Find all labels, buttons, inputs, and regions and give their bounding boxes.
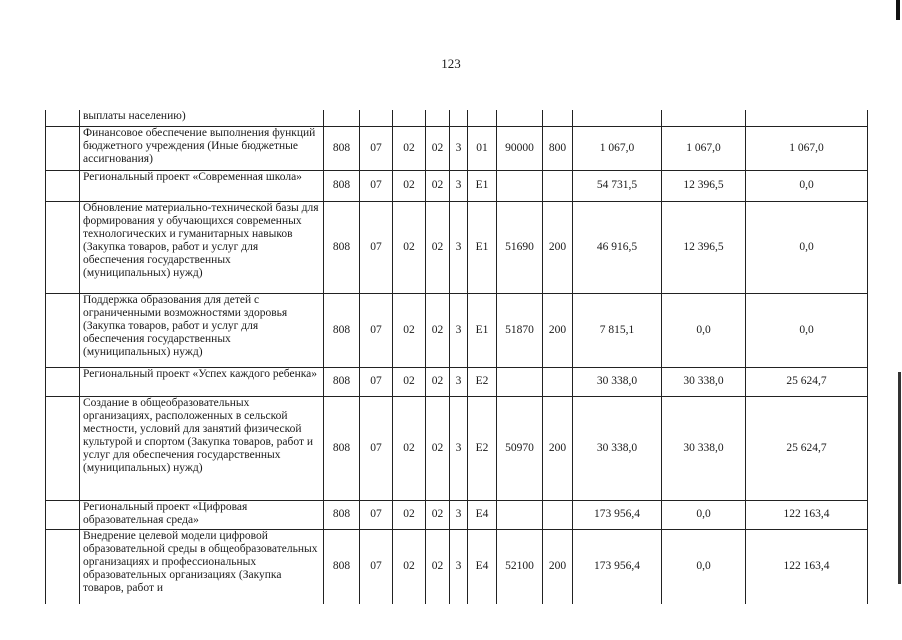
row-name-cell: Региональный проект «Цифровая образовательная среда» [80,500,324,529]
scan-edge-mark [896,0,900,20]
admin-code-cell: 808 [324,293,360,367]
admin-code-cell: 808 [324,529,360,604]
expense-type-cell: 200 [543,201,573,293]
admin-code-cell: 808 [324,367,360,396]
row-number-cell [46,367,80,396]
amount-year2-cell: 0,0 [662,529,746,604]
expense-item-cell [497,367,543,396]
subprogram-cell: 3 [450,500,468,529]
row-name-cell: Поддержка образования для детей с ограниченными возможностями здоровья (Закупка товаров, работ и услуг для обеспечения государственных (муниципальных) нужд) [80,293,324,367]
row-name-cell: Региональный проект «Современная школа» [80,170,324,201]
admin-code-cell: 808 [324,126,360,170]
subsection-cell: 02 [393,293,426,367]
direction-cell: E1 [468,293,497,367]
amount-year2-cell: 12 396,5 [662,170,746,201]
row-name-cell: Финансовое обеспечение выполнения функций бюджетного учреждения (Иные бюджетные ассигнования) [80,126,324,170]
expense-type-cell: 800 [543,126,573,170]
expense-type-cell [543,170,573,201]
subprogram-cell: 3 [450,396,468,500]
amount-year1-cell: 30 338,0 [573,396,662,500]
section-cell: 07 [360,126,393,170]
program-cell: 02 [426,529,450,604]
program-cell [426,110,450,126]
amount-year1-cell: 1 067,0 [573,126,662,170]
subsection-cell [393,110,426,126]
program-cell: 02 [426,126,450,170]
program-cell: 02 [426,396,450,500]
subprogram-cell: 3 [450,126,468,170]
direction-cell [468,110,497,126]
amount-year2-cell: 0,0 [662,500,746,529]
expense-type-cell [543,367,573,396]
subprogram-cell: 3 [450,201,468,293]
expense-item-cell [497,170,543,201]
expense-item-cell [497,500,543,529]
row-name-cell: Внедрение целевой модели цифровой образовательной среды в общеобразовательных организациях и профессиональных образовательных организациях (Закупка товаров, работ и [80,529,324,604]
amount-year1-cell: 173 956,4 [573,529,662,604]
expense-item-cell: 51690 [497,201,543,293]
direction-cell: 01 [468,126,497,170]
expense-item-cell: 51870 [497,293,543,367]
subsection-cell: 02 [393,396,426,500]
row-number-cell [46,126,80,170]
table-row [46,201,868,293]
amount-year3-cell: 122 163,4 [746,500,868,529]
section-cell: 07 [360,367,393,396]
amount-year2-cell: 0,0 [662,293,746,367]
row-name-cell: Региональный проект «Успех каждого ребенка» [80,367,324,396]
subprogram-cell: 3 [450,367,468,396]
table-row [46,367,868,396]
admin-code-cell: 808 [324,201,360,293]
direction-cell: E2 [468,367,497,396]
expense-type-cell: 200 [543,293,573,367]
program-cell: 02 [426,500,450,529]
section-cell: 07 [360,201,393,293]
admin-code-cell: 808 [324,170,360,201]
amount-year1-cell: 46 916,5 [573,201,662,293]
admin-code-cell: 808 [324,500,360,529]
expense-type-cell [543,110,573,126]
row-name-cell: выплаты населению) [80,110,324,126]
subprogram-cell: 3 [450,529,468,604]
expense-type-cell [543,500,573,529]
expense-item-cell: 52100 [497,529,543,604]
subprogram-cell: 3 [450,170,468,201]
program-cell: 02 [426,170,450,201]
section-cell: 07 [360,529,393,604]
expense-item-cell: 90000 [497,126,543,170]
amount-year3-cell: 25 624,7 [746,367,868,396]
table-row [46,500,868,529]
subsection-cell: 02 [393,367,426,396]
subprogram-cell [450,110,468,126]
amount-year1-cell: 7 815,1 [573,293,662,367]
amount-year1-cell: 30 338,0 [573,367,662,396]
section-cell: 07 [360,396,393,500]
row-number-cell [46,293,80,367]
scan-edge-mark-right [898,372,901,584]
amount-year3-cell: 1 067,0 [746,126,868,170]
direction-cell: E1 [468,201,497,293]
amount-year2-cell [662,110,746,126]
table-row [46,293,868,367]
expense-item-cell: 50970 [497,396,543,500]
program-cell: 02 [426,367,450,396]
amount-year3-cell: 0,0 [746,201,868,293]
direction-cell: E2 [468,396,497,500]
table-row [46,396,868,500]
row-number-cell [46,529,80,604]
table-row [46,126,868,170]
amount-year2-cell: 30 338,0 [662,367,746,396]
section-cell [360,110,393,126]
section-cell: 07 [360,500,393,529]
subsection-cell: 02 [393,201,426,293]
subsection-cell: 02 [393,529,426,604]
admin-code-cell: 808 [324,396,360,500]
amount-year3-cell [746,110,868,126]
direction-cell: E4 [468,529,497,604]
section-cell: 07 [360,170,393,201]
subsection-cell: 02 [393,500,426,529]
table-row [46,170,868,201]
amount-year3-cell: 122 163,4 [746,529,868,604]
amount-year2-cell: 12 396,5 [662,201,746,293]
table-body [46,110,868,604]
expense-item-cell [497,110,543,126]
direction-cell: E4 [468,500,497,529]
program-cell: 02 [426,201,450,293]
row-name-cell: Создание в общеобразовательных организациях, расположенных в сельской местности, условий для занятий физической культурой и спортом (Закупка товаров, работ и услуг для обеспечения государственных (муниципальных) нужд) [80,396,324,500]
budget-table [45,110,868,604]
subsection-cell: 02 [393,170,426,201]
amount-year3-cell: 0,0 [746,293,868,367]
table-row [46,110,868,126]
admin-code-cell [324,110,360,126]
section-cell: 07 [360,293,393,367]
page-number: 123 [441,56,461,71]
table-row [46,529,868,604]
subsection-cell: 02 [393,126,426,170]
amount-year2-cell: 1 067,0 [662,126,746,170]
amount-year1-cell [573,110,662,126]
row-name-cell: Обновление материально-технической базы для формирования у обучающихся современных технологических и гуманитарных навыков (Закупка товаров, работ и услуг для обеспечения государственных (муниципальных) нужд) [80,201,324,293]
row-number-cell [46,396,80,500]
expense-type-cell: 200 [543,396,573,500]
amount-year3-cell: 0,0 [746,170,868,201]
amount-year1-cell: 173 956,4 [573,500,662,529]
direction-cell: E1 [468,170,497,201]
subprogram-cell: 3 [450,293,468,367]
program-cell: 02 [426,293,450,367]
amount-year3-cell: 25 624,7 [746,396,868,500]
amount-year2-cell: 30 338,0 [662,396,746,500]
amount-year1-cell: 54 731,5 [573,170,662,201]
expense-type-cell: 200 [543,529,573,604]
row-number-cell [46,201,80,293]
row-number-cell [46,500,80,529]
row-number-cell [46,110,80,126]
row-number-cell [46,170,80,201]
